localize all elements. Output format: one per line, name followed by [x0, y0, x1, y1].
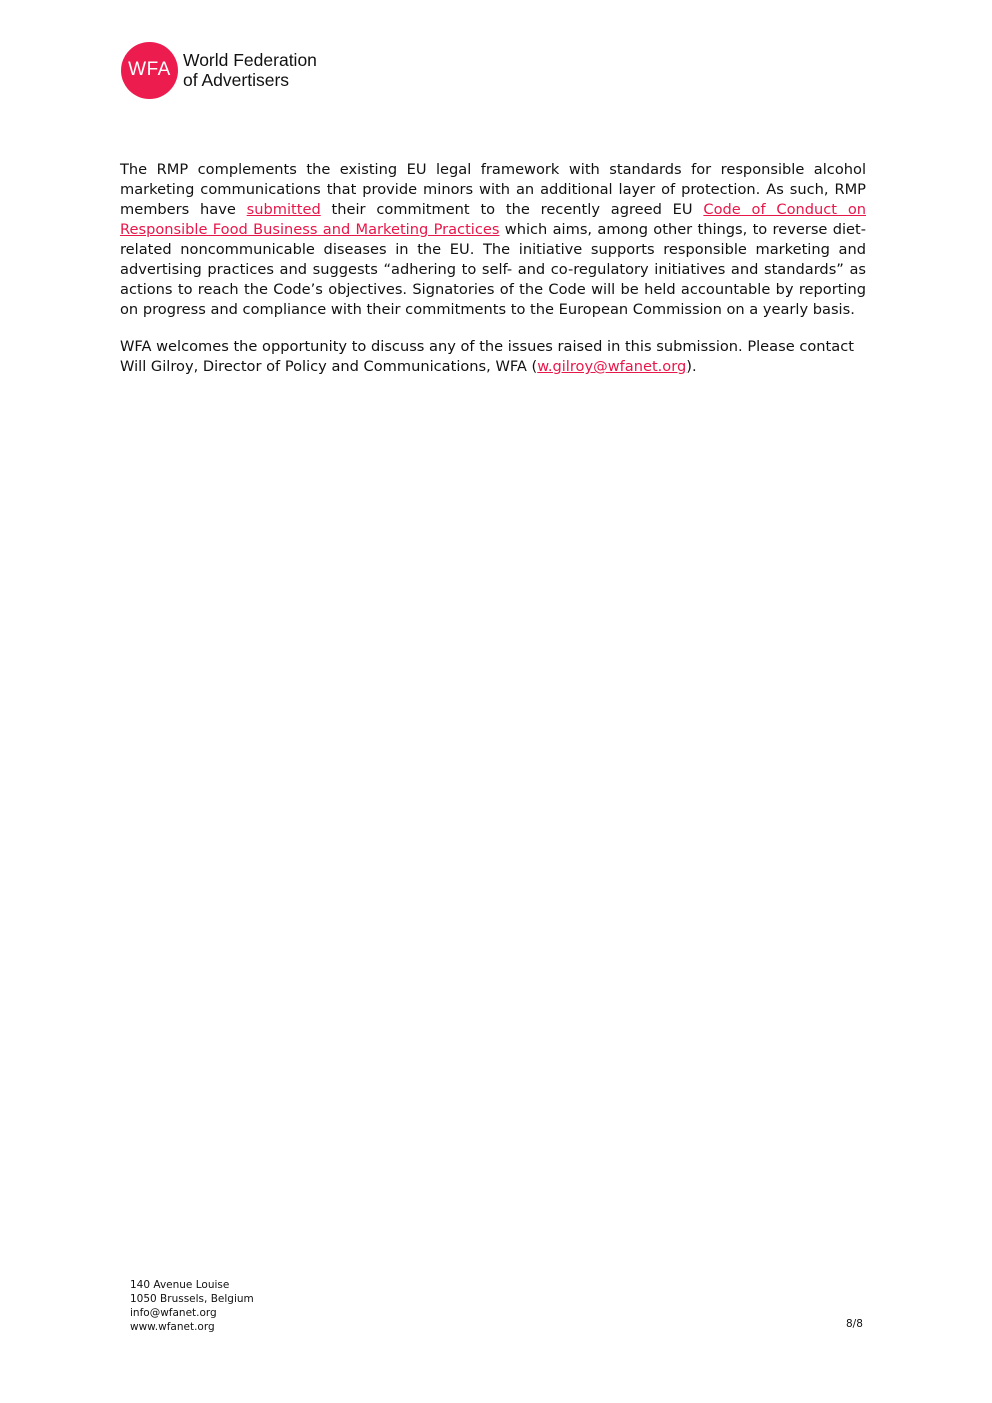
address-city: 1050 Brussels, Belgium: [130, 1293, 254, 1305]
footer-website: www.wfanet.org: [130, 1321, 215, 1333]
logo-wordmark: [183, 50, 317, 90]
wfa-logo: [121, 41, 317, 99]
paragraph-text: The RMP complements the existing EU legal framework with standards for responsible alcohol marketing communications that provide minors with an additional layer of protection. As such, RMP members have: [120, 161, 866, 218]
page-number: 8/8: [846, 1318, 863, 1330]
paragraph-rmp: [120, 160, 866, 320]
logo-line-2: of Advertisers: [183, 70, 290, 90]
document-body: [120, 160, 866, 377]
paragraph-text: which aims, among other things, to reverse diet-related noncommunicable diseases in the EU. The initiative supports responsible marketing and advertising practices and suggests “adhering to self- and co-regulatory initiatives and standards” as actions to reach the Code’s objectives. Signatories of the Code will be held accountable by reporting on progress and compliance with their commitments to the European Commission on a yearly basis.: [120, 221, 866, 318]
contact-line-end: ).: [686, 358, 697, 375]
paragraph-text: their commitment to the recently agreed EU: [320, 201, 704, 218]
logo-mark-text: WFA: [128, 59, 171, 80]
footer-address: [130, 1278, 254, 1334]
logo-mark: [121, 42, 178, 99]
code-of-conduct-link[interactable]: Code of Conduct on Responsible Food Business and Marketing Practices: [120, 201, 866, 238]
contact-email-link[interactable]: w.gilroy@wfanet.org: [537, 358, 687, 375]
contact-line-1: WFA welcomes the opportunity to discuss any of the issues raised in this submission. Please contact: [120, 338, 854, 355]
logo-line-1: World Federation: [183, 50, 317, 70]
contact-line-2: Will Gilroy, Director of Policy and Communications, WFA (: [120, 358, 538, 375]
address-street: 140 Avenue Louise: [130, 1279, 230, 1291]
submitted-link[interactable]: submitted: [246, 201, 321, 218]
footer-email: info@wfanet.org: [130, 1307, 217, 1319]
paragraph-contact: [120, 337, 866, 377]
